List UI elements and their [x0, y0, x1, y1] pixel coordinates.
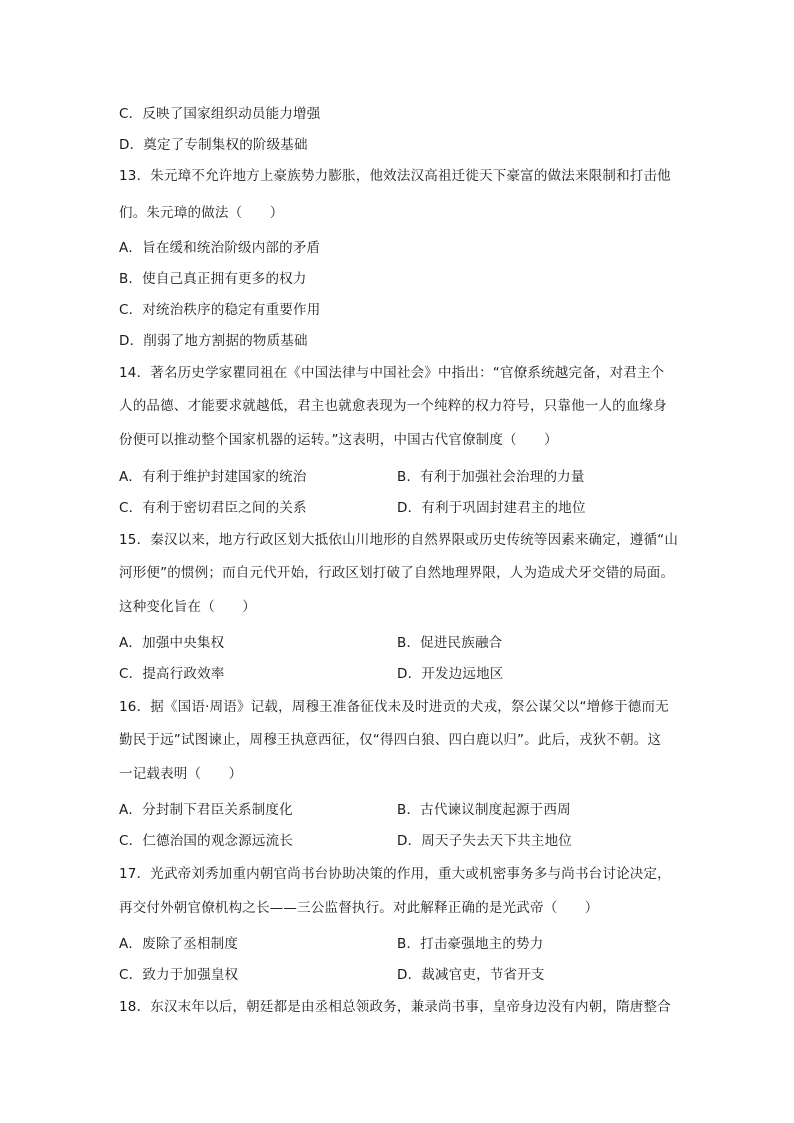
q14-option-a: A．有利于维护封建国家的统治	[119, 469, 307, 485]
q13-stem-line-1: 13．朱元璋不允许地方上豪族势力膨胀，他效法汉高祖迁徙天下豪富的做法来限制和打击他	[119, 168, 671, 184]
q13-option-c: C．对统治秩序的稳定有重要作用	[119, 302, 321, 318]
q15-option-c: C．提高行政效率	[119, 666, 225, 682]
q15-stem-line-1: 15．秦汉以来，地方行政区划大抵依山川地形的自然界限或历史传统等因素来确定，遵循“山	[119, 532, 679, 548]
q16-option-a: A．分封制下君臣关系制度化	[119, 802, 293, 818]
q15-stem-line-2: 河形便”的惯例；而自元代开始，行政区划打破了自然地理界限，人为造成犬牙交错的局面。	[119, 565, 675, 581]
q17-option-b: B．打击豪强地主的势力	[397, 936, 544, 952]
q17-option-a: A．废除了丞相制度	[119, 936, 239, 952]
q17-option-d: D．裁减官吏，节省开支	[397, 967, 545, 983]
q14-option-b: B．有利于加强社会治理的力量	[397, 469, 585, 485]
q18-stem-line-1: 18．东汉末年以后，朝廷都是由丞相总领政务，兼录尚书事，皇帝身边没有内朝，隋唐整合	[119, 999, 671, 1015]
q14-stem-line-2: 人的品德、才能要求就越低，君主也就愈表现为一个纯粹的权力符号，只靠他一人的血缘身	[119, 398, 667, 414]
q16-option-b: B．古代谏议制度起源于西周	[397, 802, 571, 818]
q13-option-b: B．使自己真正拥有更多的权力	[119, 271, 307, 287]
q16-stem-line-2: 勤民于远”试图谏止，周穆王执意西征，仅“得四白狼、四白鹿以归”。此后，戎狄不朝。这	[119, 732, 662, 748]
q14-option-d: D．有利于巩固封建君主的地位	[397, 500, 586, 516]
q13-stem-line-2: 们。朱元璋的做法（ ）	[119, 205, 284, 221]
q15-option-a: A．加强中央集权	[119, 635, 225, 651]
q16-option-c: C．仁德治国的观念源远流长	[119, 833, 294, 849]
q15-option-b: B．促进民族融合	[397, 635, 503, 651]
q12-option-d: D．奠定了专制集权的阶级基础	[119, 137, 308, 153]
q17-stem-line-1: 17．光武帝刘秀加重内朝官尚书台协助决策的作用，重大或机密事务多与尚书台讨论决定，	[119, 866, 671, 882]
q17-option-c: C．致力于加强皇权	[119, 967, 239, 983]
q13-option-d: D．削弱了地方割据的物质基础	[119, 333, 308, 349]
q15-stem-line-3: 这种变化旨在（ ）	[119, 599, 256, 615]
q17-stem-line-2: 再交付外朝官僚机构之长——三公监督执行。对此解释正确的是光武帝（ ）	[119, 900, 599, 916]
q13-option-a: A．旨在缓和统治阶级内部的矛盾	[119, 240, 321, 256]
q14-option-c: C．有利于密切君臣之间的关系	[119, 500, 307, 516]
q16-stem-line-1: 16．据《国语·周语》记载，周穆王准备征伐未及时进贡的犬戎，祭公谋父以“增修于德而无	[119, 699, 669, 715]
q16-stem-line-3: 一记载表明（ ）	[119, 766, 243, 782]
q15-option-d: D．开发边远地区	[397, 666, 504, 682]
q12-option-c: C．反映了国家组织动员能力增强	[119, 106, 321, 122]
q16-option-d: D．周天子失去天下共主地位	[397, 833, 572, 849]
q14-stem-line-3: 份便可以推动整个国家机器的运转。”这表明，中国古代官僚制度（ ）	[119, 432, 558, 448]
q14-stem-line-1: 14．著名历史学家瞿同祖在《中国法律与中国社会》中指出：“官僚系统越完备，对君主个	[119, 365, 665, 381]
